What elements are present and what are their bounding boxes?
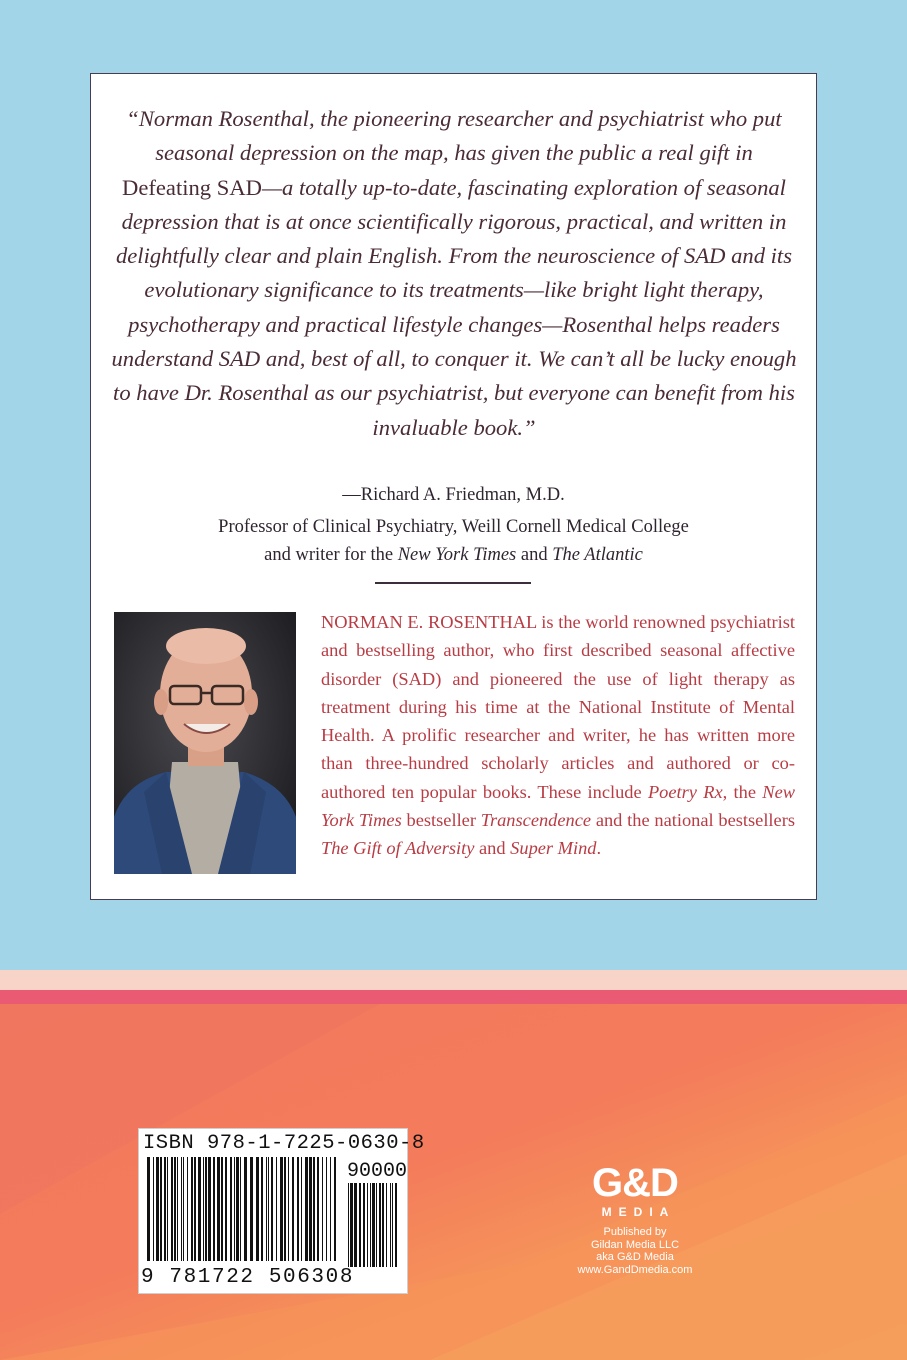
publisher-aka: aka G&D Media <box>596 1251 674 1264</box>
publisher-info <box>566 1226 704 1276</box>
barcode-bar <box>390 1183 391 1267</box>
reviewer-publications: and writer for the New York Times and The Atlantic <box>264 545 643 565</box>
reviewer-affiliation: Professor of Clinical Psychiatry, Weill Cornell Medical College <box>218 517 689 537</box>
author-bio: NORMAN E. ROSENTHAL is the world renowned psychiatrist and bestselling author, who first described seasonal affective disorder (SAD) and pioneered the use of light therapy as treatment during his time at the National Institute of Mental Health. A prolific researcher and writer, he has written more than three-hundred scholarly articles and authored or co-authored ten popular books. These include Poetry Rx, the New York Times bestseller Transcendence and the national bestsellers The Gift of Adversity and Super Mind. <box>321 612 795 859</box>
barcode-bar <box>372 1183 375 1267</box>
barcode-bar <box>234 1157 235 1261</box>
barcode-bar <box>225 1157 227 1261</box>
barcode-bar <box>326 1157 327 1261</box>
barcode-bar <box>271 1157 273 1261</box>
barcode-bars <box>145 1157 341 1269</box>
light-stripe <box>0 970 907 990</box>
barcode-bar <box>276 1157 277 1261</box>
barcode-bar <box>382 1183 384 1267</box>
publisher-name: Gildan Media LLC <box>590 1238 680 1251</box>
barcode-bar <box>236 1157 239 1261</box>
barcode-bar <box>297 1157 299 1261</box>
barcode-bar <box>268 1157 269 1261</box>
ean-digits: 9 781722 506308 <box>141 1266 355 1289</box>
barcode-bar <box>213 1157 215 1261</box>
barcode-bar <box>208 1157 211 1261</box>
barcode-bar <box>266 1157 267 1261</box>
barcode-bar <box>359 1183 361 1267</box>
barcode-bar <box>330 1157 331 1261</box>
barcode-bar <box>313 1157 315 1261</box>
barcode-bar <box>181 1157 182 1261</box>
barcode-bar <box>392 1183 393 1267</box>
barcode-bar <box>284 1157 286 1261</box>
barcode-bar <box>183 1157 184 1261</box>
barcode-bar <box>191 1157 193 1261</box>
publisher-logo <box>576 1163 694 1219</box>
author-photo <box>114 612 296 874</box>
published-by: Published by <box>603 1226 667 1238</box>
barcode-bar <box>187 1157 188 1261</box>
barcode-bar <box>167 1157 168 1261</box>
barcode-bar <box>376 1183 377 1267</box>
barcode-bar <box>171 1157 173 1261</box>
barcode-bar <box>363 1183 365 1267</box>
barcode-bar <box>305 1157 308 1261</box>
review-quote: “Norman Rosenthal, the pioneering researcher and psychiatrist who put seasonal depression on the map, has given the public a real gift in Defeating SAD—a totally up-to-date, fascinating exploration of seasonal depression that is at once scientifically rigorous, practical, and written in delightfully clear and plain English. From the neuroscience of SAD and its evolutionary significance to its treatments—like bright light therapy, psychotherapy and practical lifestyle changes—Rosenthal helps readers understand SAD and, best of all, to conquer it. We can’t all be lucky enough to have Dr. Rosenthal as our psychiatrist, but everyone can benefit from his invaluable book.” <box>111 106 797 440</box>
barcode-bar <box>317 1157 319 1261</box>
logo-text: G&D <box>592 1161 678 1205</box>
price-barcode-bars <box>346 1183 402 1267</box>
barcode-bar <box>198 1157 201 1261</box>
divider-line <box>375 582 531 584</box>
barcode-bar <box>156 1157 159 1261</box>
barcode-bar <box>194 1157 196 1261</box>
barcode-bar <box>147 1157 150 1261</box>
barcode-bar <box>203 1157 204 1261</box>
barcode-bar <box>160 1157 162 1261</box>
isbn-barcode <box>138 1128 425 1294</box>
barcode-bar <box>370 1183 371 1267</box>
review-panel <box>90 73 817 900</box>
barcode-bar <box>395 1183 397 1267</box>
logo-subtext: MEDIA <box>601 1205 676 1219</box>
publisher-url: www.GandDmedia.com <box>577 1263 693 1276</box>
reviewer-name: —Richard A. Friedman, M.D. <box>342 485 565 505</box>
barcode-bar <box>354 1183 357 1267</box>
barcode-bar <box>379 1183 381 1267</box>
barcode-bar <box>244 1157 247 1261</box>
barcode-bar <box>309 1157 312 1261</box>
barcode-bar <box>280 1157 283 1261</box>
barcode-bar <box>230 1157 232 1261</box>
orange-facets <box>0 1004 907 1360</box>
barcode-bar <box>256 1157 259 1261</box>
barcode-bar <box>322 1157 323 1261</box>
barcode-bar <box>164 1157 166 1261</box>
barcode-bar <box>261 1157 263 1261</box>
barcode-bar <box>250 1157 253 1261</box>
price-code: 90000 <box>347 1160 408 1183</box>
barcode-bar <box>240 1157 241 1261</box>
barcode-bar <box>153 1157 154 1261</box>
barcode-bar <box>177 1157 178 1261</box>
barcode-bar <box>348 1183 349 1267</box>
pink-band <box>0 990 907 1004</box>
barcode-bar <box>221 1157 223 1261</box>
barcode-bar <box>301 1157 302 1261</box>
barcode-bar <box>174 1157 176 1261</box>
isbn-label: ISBN 978-1-7225-0630-8 <box>143 1132 425 1155</box>
barcode-bar <box>217 1157 220 1261</box>
bottom-background <box>0 1004 907 1360</box>
barcode-bar <box>367 1183 368 1267</box>
barcode-bar <box>350 1183 353 1267</box>
barcode-bar <box>386 1183 387 1267</box>
barcode-bar <box>334 1157 336 1261</box>
barcode-bar <box>205 1157 207 1261</box>
book-title: Defeating SAD <box>122 174 262 200</box>
barcode-bar <box>288 1157 289 1261</box>
barcode-bar <box>292 1157 294 1261</box>
